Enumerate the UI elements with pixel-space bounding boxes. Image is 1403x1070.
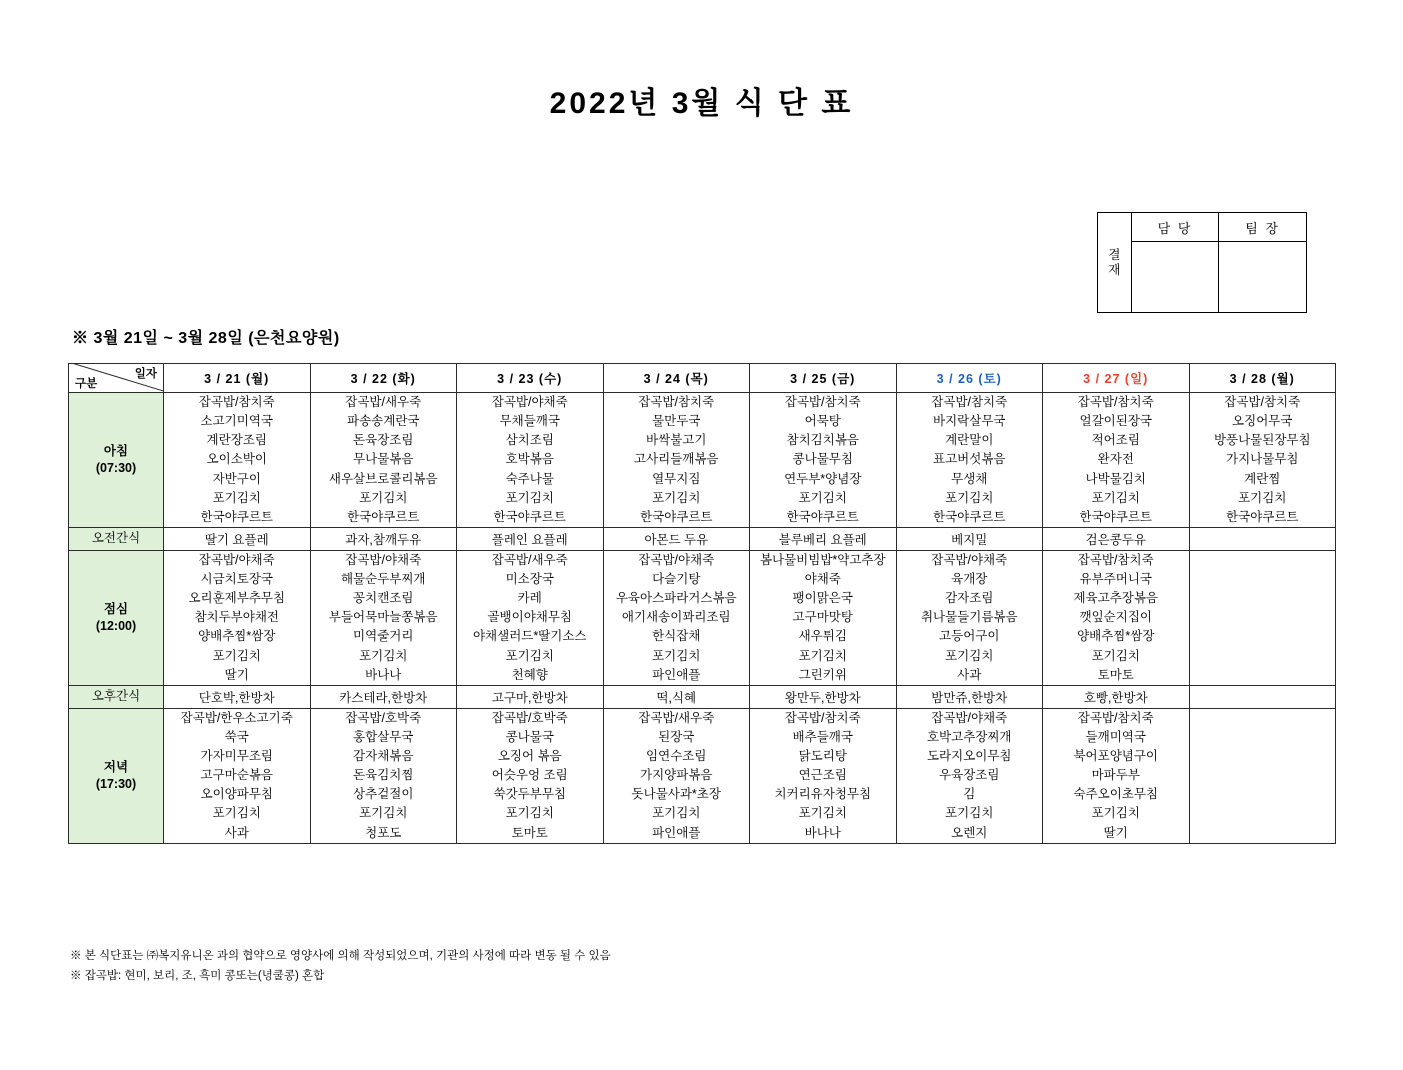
menu-item: 어슷우엉 조림 [491,768,568,783]
menu-cell-morning_snack-6 [1043,527,1190,550]
menu-item: 잡곡밥/야채죽 [198,552,275,567]
footnote-0: ※ 본 식단표는 ㈜복지유니온 과의 협약으로 영양사에 의해 작성되었으며, 기관의 사정에 따라 변동 될 수 있음 [70,950,611,962]
menu-item: 떡,식혜 [656,690,697,705]
menu-item: 육개장 [951,572,988,586]
row-label-line1: 점심 [103,601,129,616]
menu-item: 포기김치 [1091,490,1140,505]
row-label-morning_snack [69,527,164,550]
menu-item: 고구마순볶음 [200,768,273,783]
menu-item: 가자미무조림 [200,749,273,763]
day-header-6: 3 / 27 (일) [1043,364,1190,393]
menu-item: 한국야쿠르트 [493,509,566,524]
menu-item: 팽이맑은국 [792,591,853,606]
menu-item: 콩나물무침 [792,452,853,467]
menu-item: 해물순두부찌개 [340,572,426,586]
menu-item: 북어포양념구이 [1073,749,1159,763]
menu-item: 유부주머니국 [1079,572,1152,586]
menu-item: 잡곡밥/참치죽 [1077,395,1154,409]
menu-cell-breakfast-3 [603,393,750,528]
row-label-line2: (17:30) [95,776,137,791]
menu-cell-breakfast-0 [164,393,311,528]
footnote-1: ※ 잡곡밥: 현미, 보리, 조, 흑미 콩또는(녕쿨콩) 혼합 [70,970,325,983]
menu-item: 포기김치 [798,648,847,663]
menu-item: 감자조림 [945,591,994,606]
menu-item: 잡곡밥/새우죽 [345,395,422,409]
day-header-2: 3 / 23 (수) [457,364,604,393]
menu-item: 고구마,한방차 [491,690,568,705]
menu-item: 포기김치 [359,806,408,821]
menu-cell-afternoon_snack-7 [1189,685,1336,708]
approval-col-header-1: 팀 장 [1219,213,1307,242]
menu-item: 단호박,한방차 [198,690,275,705]
menu-cell-afternoon_snack-6 [1043,685,1190,708]
menu-item: 포기김치 [505,806,554,821]
menu-item: 잡곡밥/참치죽 [931,395,1008,409]
menu-item: 참치김치볶음 [786,433,859,448]
row-label-line1: 저녁 [103,759,129,774]
menu-item: 양배추찜*쌈장 [198,629,276,644]
menu-item: 쑥국 [224,729,249,744]
approval-label-line2: 재 [1108,262,1121,277]
menu-cell-dinner-5 [896,708,1043,843]
menu-item: 포기김치 [359,490,408,505]
menu-cell-afternoon_snack-1 [310,685,457,708]
menu-item: 오이양파무침 [200,787,273,802]
menu-item: 호박고추장찌개 [926,729,1012,744]
menu-item: 한국야쿠르트 [200,509,273,524]
menu-item: 잡곡밥/야채죽 [345,552,422,567]
menu-cell-lunch-1 [310,550,457,685]
menu-item: 오이소박이 [206,452,267,467]
menu-item: 쑥갓두부무침 [493,787,566,802]
menu-cell-afternoon_snack-2 [457,685,604,708]
menu-item: 파인애플 [652,825,701,840]
menu-item: 연두부*양념장 [784,471,862,486]
menu-cell-morning_snack-4 [750,527,897,550]
menu-item: 야채죽 [804,572,841,586]
menu-item: 토마토 [511,825,548,840]
menu-item: 잡곡밥/참치죽 [198,395,275,409]
day-header-7: 3 / 28 (월) [1189,364,1336,393]
menu-item: 한국야쿠르트 [347,509,420,524]
menu-item: 무채들깨국 [499,414,560,429]
menu-item: 청포도 [365,825,402,840]
menu-item: 적어조림 [1091,433,1140,448]
menu-item: 포기김치 [359,648,408,663]
menu-item: 홍합살무국 [353,729,414,744]
menu-item: 깻잎순지집이 [1079,610,1152,625]
menu-item: 삼치조림 [505,433,554,448]
menu-cell-lunch-3 [603,550,750,685]
menu-item: 김 [963,787,976,802]
menu-item: 한국야쿠르트 [786,509,859,524]
menu-cell-morning_snack-7 [1189,527,1336,550]
menu-item: 잡곡밥/한우소고기죽 [180,710,293,725]
menu-cell-afternoon_snack-5 [896,685,1043,708]
menu-item: 잡곡밥/야채죽 [931,710,1008,725]
menu-item: 콩나물국 [505,729,554,744]
menu-item: 자반구이 [212,471,261,486]
menu-item: 호박볶음 [505,452,554,467]
menu-cell-breakfast-5 [896,393,1043,528]
menu-item: 계란말이 [945,433,994,448]
menu-item: 물만두국 [652,414,701,429]
menu-item: 꽁치캔조림 [353,591,414,606]
approval-col-header-0: 담 당 [1131,213,1219,242]
date-range-subtitle: ※ 3월 21일 ~ 3월 28일 (은천요양원) [72,330,340,347]
menu-item: 숙주나물 [505,471,554,486]
menu-item: 마파두부 [1091,768,1140,783]
day-header-3: 3 / 24 (목) [603,364,750,393]
menu-cell-morning_snack-1 [310,527,457,550]
menu-item: 잡곡밥/야채죽 [931,552,1008,567]
menu-item: 나박물김치 [1085,471,1146,486]
menu-item: 들깨미역국 [1085,729,1146,744]
menu-item: 포기김치 [1238,490,1287,505]
menu-item: 블루베리 요플레 [778,532,867,547]
menu-item: 잡곡밥/야채죽 [491,395,568,409]
approval-box [1097,212,1307,313]
menu-item: 잡곡밥/참치죽 [638,395,715,409]
approval-label-line1: 결 [1108,248,1121,263]
menu-item: 미소장국 [505,572,554,586]
row-label-line2: (12:00) [95,618,137,633]
page-title: 2022년 3월 식 단 표 [549,87,854,120]
menu-item: 참치두부야채전 [194,610,280,625]
menu-item: 임연수조림 [646,749,707,763]
menu-item: 호빵,한방차 [1083,690,1148,705]
menu-item: 토마토 [1097,667,1134,682]
menu-item: 잡곡밥/참치죽 [1224,395,1301,409]
menu-item: 고사리들깨볶음 [633,452,719,467]
row-label-dinner [69,708,164,843]
menu-item: 한국야쿠르트 [1079,509,1152,524]
menu-item: 부들어묵마늘쫑볶음 [328,610,438,625]
menu-item: 아몬드 두유 [644,532,709,547]
menu-item: 한국야쿠르트 [1226,509,1299,524]
menu-item: 잡곡밥/호박죽 [345,710,422,725]
menu-table-container [68,363,1335,844]
menu-item: 제육고추장볶음 [1073,591,1159,606]
menu-item: 잡곡밥/호박죽 [491,710,568,725]
menu-item: 사과 [957,667,982,682]
approval-signature-cell-0[interactable] [1131,242,1219,313]
menu-cell-dinner-7 [1189,708,1336,843]
menu-item: 포기김치 [1091,806,1140,821]
menu-item: 한국야쿠르트 [933,509,1006,524]
row-label-line2: (07:30) [95,460,137,475]
menu-item: 포기김치 [212,806,261,821]
menu-cell-breakfast-4 [750,393,897,528]
day-header-1: 3 / 22 (화) [310,364,457,393]
menu-row-morning_snack [69,527,1336,550]
menu-item: 미역줄거리 [353,629,414,644]
menu-item: 바나나 [365,667,402,682]
menu-item: 포기김치 [798,490,847,505]
menu-item: 다슬기탕 [652,572,701,586]
menu-cell-breakfast-6 [1043,393,1190,528]
menu-cell-dinner-1 [310,708,457,843]
header-row [69,364,1336,393]
menu-item: 배추들깨국 [792,729,853,744]
menu-item: 계란장조림 [206,433,267,448]
menu-item: 포기김치 [652,806,701,821]
menu-item: 닭도리탕 [798,749,847,763]
menu-item: 된장국 [658,729,695,744]
menu-item: 플레인 요플레 [491,532,568,547]
row-label-breakfast [69,393,164,528]
approval-table [1097,212,1307,313]
menu-item: 우육장조림 [939,768,1000,783]
menu-item: 돗나물사과*초장 [631,787,721,802]
menu-cell-lunch-4 [750,550,897,685]
menu-item: 잡곡밥/참치죽 [1077,710,1154,725]
menu-item: 바싹불고기 [646,433,707,448]
menu-item: 무나물볶음 [353,452,414,467]
menu-item: 상추겉절이 [353,787,414,802]
menu-item: 딸기 [224,667,249,682]
menu-item: 잡곡밥/야채죽 [638,552,715,567]
menu-item: 완자전 [1097,452,1134,467]
menu-item: 야채샐러드*딸기소스 [472,629,587,644]
menu-item: 과자,참깨두유 [345,532,422,547]
menu-item: 돈육장조림 [353,433,414,448]
menu-item: 그린키위 [798,667,847,682]
menu-cell-breakfast-1 [310,393,457,528]
menu-item: 우육아스파라거스볶음 [615,591,737,606]
menu-item: 계란찜 [1244,471,1281,486]
menu-item: 오리훈제부추무침 [188,591,286,606]
menu-item: 어묵탕 [804,414,841,429]
menu-item: 고등어구이 [939,629,1000,644]
menu-cell-morning_snack-5 [896,527,1043,550]
footnotes [70,946,611,986]
menu-cell-breakfast-7 [1189,393,1336,528]
menu-item: 포기김치 [652,648,701,663]
row-label-line1: 오전간식 [91,531,141,546]
row-label-afternoon_snack [69,685,164,708]
menu-item: 새우튀김 [798,629,847,644]
menu-item: 애기새송이꽈리조림 [621,610,731,625]
menu-cell-morning_snack-0 [164,527,311,550]
menu-item: 사과 [224,825,249,840]
menu-item: 감자채볶음 [353,749,414,763]
menu-cell-afternoon_snack-0 [164,685,311,708]
menu-item: 바나나 [804,825,841,840]
menu-item: 파인애플 [652,667,701,682]
menu-item: 포기김치 [652,490,701,505]
menu-cell-lunch-2 [457,550,604,685]
menu-item: 잡곡밥/참치죽 [1077,552,1154,567]
menu-table [68,363,1336,844]
day-header-5: 3 / 26 (토) [896,364,1043,393]
menu-item: 천혜향 [511,667,548,682]
menu-item: 밤만쥬,한방차 [931,690,1008,705]
menu-item: 돈육김치찜 [353,768,414,783]
menu-item: 오징어무국 [1232,414,1293,429]
menu-item: 한식잡채 [652,629,701,644]
menu-cell-dinner-3 [603,708,750,843]
menu-row-breakfast [69,393,1336,528]
menu-item: 한국야쿠르트 [640,509,713,524]
menu-item: 잡곡밥/참치죽 [784,395,861,409]
menu-cell-afternoon_snack-3 [603,685,750,708]
menu-cell-lunch-5 [896,550,1043,685]
row-label-lunch [69,550,164,685]
menu-item: 무생채 [951,471,988,486]
menu-item: 포기김치 [945,806,994,821]
approval-row-label [1098,213,1132,313]
menu-item: 시금치토장국 [200,572,273,586]
menu-item: 소고기미역국 [200,414,273,429]
row-label-line1: 아침 [103,444,129,459]
menu-item: 잡곡밥/새우죽 [491,552,568,567]
menu-cell-lunch-7 [1189,550,1336,685]
corner-kind-label: 구분 [75,378,98,390]
menu-item: 딸기 [1103,825,1128,840]
menu-cell-dinner-0 [164,708,311,843]
day-header-4: 3 / 25 (금) [750,364,897,393]
menu-cell-morning_snack-2 [457,527,604,550]
menu-cell-dinner-2 [457,708,604,843]
approval-signature-cell-1[interactable] [1219,242,1307,313]
menu-item: 양배추찜*쌈장 [1077,629,1155,644]
menu-item: 왕만두,한방차 [784,690,861,705]
menu-item: 카스테라,한방차 [339,690,428,705]
menu-item: 고구마맛탕 [792,610,853,625]
menu-item: 오징어 볶음 [497,749,562,763]
menu-row-afternoon_snack [69,685,1336,708]
menu-item: 숙주오이초무침 [1073,787,1159,802]
menu-cell-dinner-4 [750,708,897,843]
menu-item: 가지나물무침 [1226,452,1299,467]
corner-header-cell [69,364,164,393]
menu-item: 포기김치 [505,490,554,505]
menu-item: 베지밀 [951,532,988,547]
menu-item: 포기김치 [798,806,847,821]
menu-item: 표고버섯볶음 [933,452,1006,467]
menu-cell-lunch-0 [164,550,311,685]
menu-item: 연근조림 [798,768,847,783]
menu-item: 딸기 요플레 [204,532,269,547]
menu-item: 검은콩두유 [1085,532,1146,547]
menu-item: 포기김치 [212,490,261,505]
menu-item: 얼갈이된장국 [1079,414,1152,429]
menu-item: 파송송계란국 [347,414,420,429]
menu-item: 잡곡밥/새우죽 [638,710,715,725]
menu-item: 가지양파볶음 [640,768,713,783]
menu-item: 방풍나물된장무침 [1213,433,1311,448]
menu-cell-dinner-6 [1043,708,1190,843]
menu-item: 포기김치 [505,648,554,663]
menu-item: 카레 [517,591,542,606]
menu-item: 포기김치 [212,648,261,663]
menu-item: 오렌지 [951,825,988,840]
menu-cell-afternoon_snack-4 [750,685,897,708]
menu-item: 취나물들기름볶음 [920,610,1018,625]
row-label-line1: 오후간식 [91,689,141,704]
menu-item: 봄나물비빔밥*약고추장 [759,552,886,567]
day-header-0: 3 / 21 (월) [164,364,311,393]
menu-row-dinner [69,708,1336,843]
menu-cell-lunch-6 [1043,550,1190,685]
corner-date-label: 일자 [134,368,157,380]
menu-item: 바지락살무국 [933,414,1006,429]
menu-item: 치커리유자청무침 [774,787,872,802]
menu-table-head [69,364,1336,393]
menu-row-lunch [69,550,1336,685]
menu-item: 골뱅이야채무침 [487,610,573,625]
menu-item: 포기김치 [1091,648,1140,663]
menu-cell-breakfast-2 [457,393,604,528]
menu-item: 새우살브로콜리볶음 [328,471,438,486]
menu-item: 포기김치 [945,490,994,505]
menu-item: 잡곡밥/참치죽 [784,710,861,725]
menu-item: 열무지짐 [652,471,701,486]
menu-item: 포기김치 [945,648,994,663]
menu-table-body [69,393,1336,844]
menu-item: 도라지오이무침 [926,749,1012,763]
menu-cell-morning_snack-3 [603,527,750,550]
